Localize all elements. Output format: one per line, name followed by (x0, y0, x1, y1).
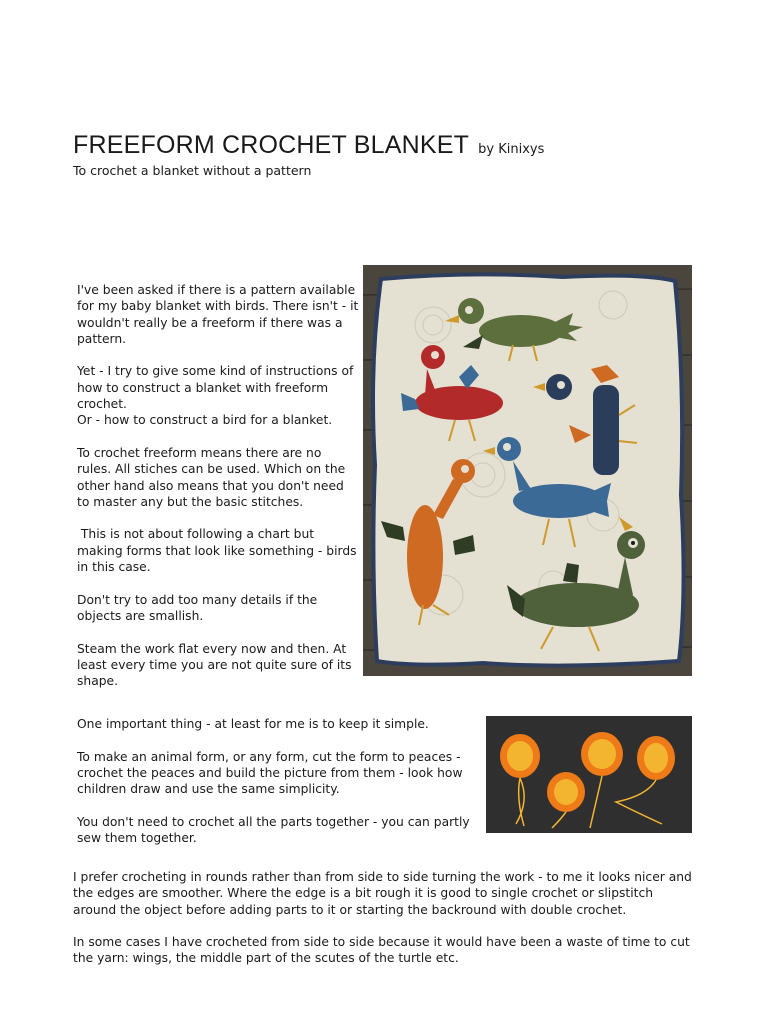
paragraph: This is not about following a chart but making forms that look like something - birds in this case. (77, 527, 361, 575)
blanket-image (363, 265, 692, 676)
paragraph-line: Yet - I try to give some kind of instructions of how to construct a blanket with freeform crochet. Or - how to construct a bird for a blanket. (77, 364, 354, 428)
blanket-photo (363, 265, 692, 676)
paragraph: One important thing - at least for me is to keep it simple. (77, 717, 429, 731)
balloons-photo (486, 716, 692, 833)
paragraph: To crochet freeform means there are no rules. All stiches can be used. Which on the other hand also means that you don't need to master any but the basic stitches. (77, 445, 346, 509)
paragraph: Don't try to add too many details if the objects are smallish. (77, 592, 318, 623)
paragraph: In some cases I have crocheted from side to side because it would have been a waste of time to cut the yarn: wings, the middle part of the scutes of the turtle etc. (73, 935, 690, 966)
paragraph: To make an animal form, or any form, cut the form to peaces - crochet the peaces and build the picture from them - look how children draw and use the same simplicity. (77, 749, 463, 797)
paragraph: I prefer crocheting in rounds rather than from side to side turning the work - to me it looks nicer and the edges are smoother. Where the edge is a bit rough it is good to single crochet or slipstitch around the object before adding parts to it or starting the backround with double crochet. (73, 870, 692, 917)
tips-text-block (77, 716, 477, 863)
page-subtitle: To crochet a blanket without a pattern (73, 163, 312, 178)
paragraph: I've been asked if there is a pattern available for my baby blanket with birds. There isn't - it wouldn't really be a freeform if there was a pattern. (77, 283, 359, 346)
author-byline: by Kinixys (478, 142, 545, 157)
title-text: FREEFORM CROCHET BLANKET (73, 131, 470, 159)
paragraph (77, 363, 359, 428)
paragraph: You don't need to crochet all the parts together - you can partly sew them together. (77, 814, 470, 846)
paragraph: Steam the work flat every now and then. At least every time you are not quite sure of its shape. (77, 641, 352, 689)
intro-text-block (77, 282, 359, 706)
balloons-image (486, 716, 692, 833)
technique-text-block (73, 869, 698, 983)
page-title (73, 131, 544, 160)
